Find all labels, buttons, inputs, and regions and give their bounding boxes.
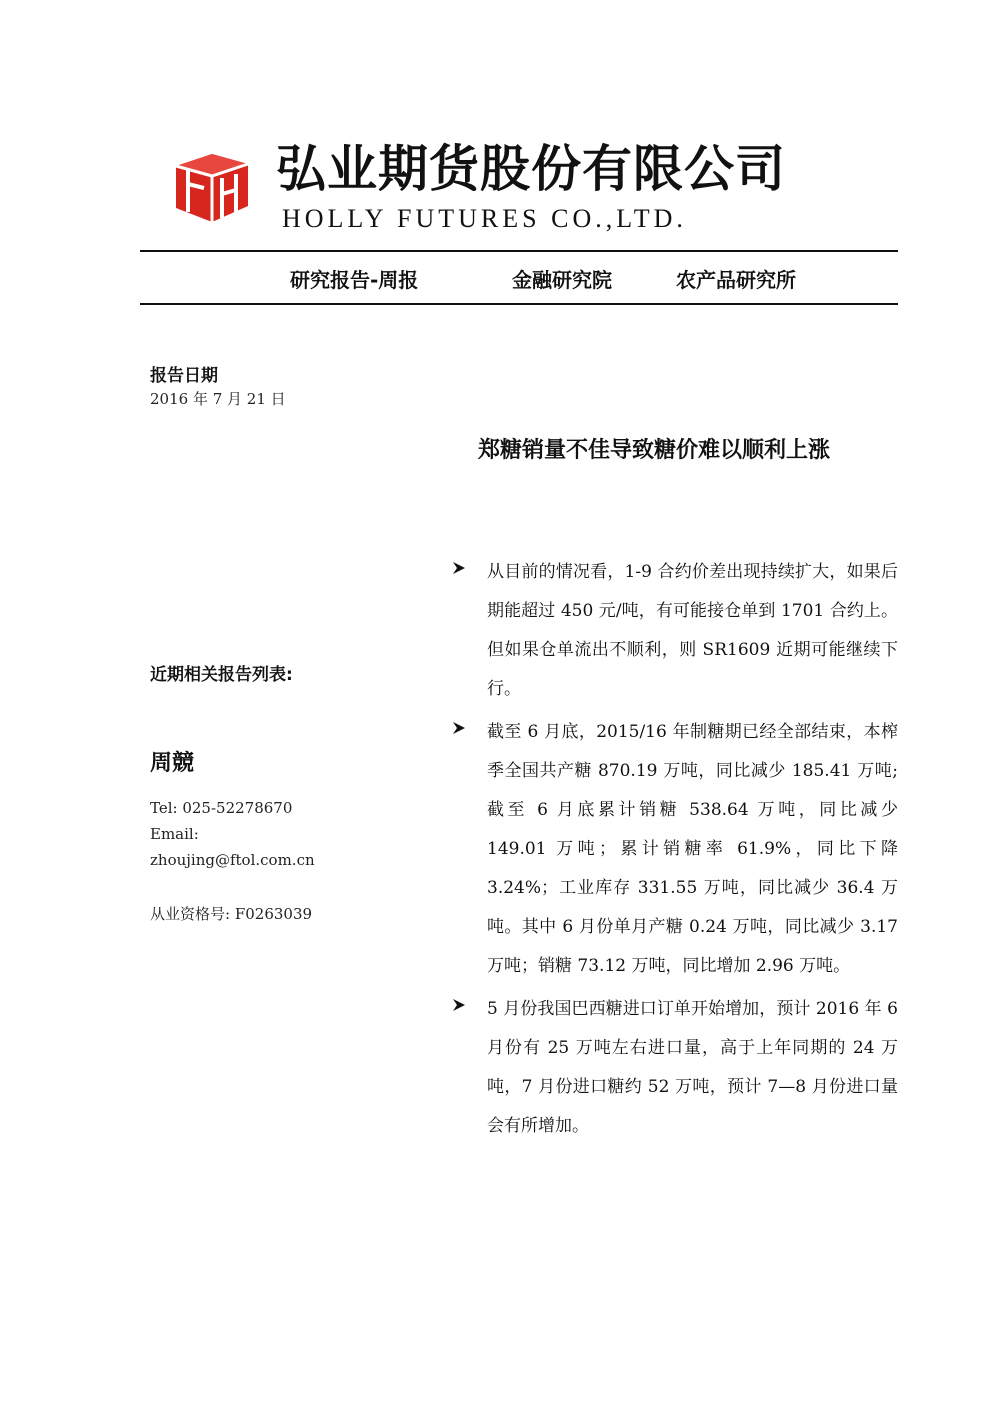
author-tel: Tel: 025-52278670	[150, 799, 293, 817]
list-item	[452, 713, 898, 986]
author-email-label: Email:	[150, 825, 199, 843]
institution-band	[140, 252, 898, 303]
institute-name: 金融研究院	[512, 268, 612, 292]
report-type: 研究报告-周报	[290, 268, 419, 292]
list-item	[452, 990, 898, 1146]
summary-bullets	[452, 553, 898, 1150]
report-date-value: 2016 年 7 月 21 日	[150, 390, 286, 408]
company-name-en: HOLLY FUTURES CO.,LTD.	[282, 204, 687, 233]
author-license: 从业资格号: F0263039	[150, 905, 313, 923]
bullet-text: 5 月份我国巴西糖进口订单开始增加，预计 2016 年 6 月份有 25 万吨左右进口量，高于上年同期的 24 万吨，7 月份进口糖约 52 万吨，预计 7—8 月份进口量会有所增加。	[487, 999, 898, 1136]
related-reports-label: 近期相关报告列表:	[150, 665, 293, 685]
author-email[interactable]: zhoujing@ftol.com.cn	[150, 851, 315, 869]
bullet-text: 截至 6 月底，2015/16 年制糖期已经全部结束，本榨季全国共产糖 870.19 万吨，同比减少 185.41 万吨;截至 6 月底累计销糖 538.64 万吨，同比减少 149.01 万吨；累计销糖率 61.9%，同比下降 3.24%；工业库存 331.55 万吨，同比减少 36.4 万吨。其中 6 月份单月产糖 0.24 万吨，同比减少 3.17 万吨；销糖 73.12 万吨，同比增加 2.96 万吨。	[487, 722, 898, 976]
arrowhead-bullet-icon	[452, 721, 466, 735]
report-date-label: 报告日期	[150, 366, 218, 386]
company-logo	[168, 139, 828, 233]
holly-cube-logo-icon	[168, 144, 250, 226]
arrowhead-bullet-icon	[452, 561, 466, 575]
department-name: 农产品研究所	[676, 268, 796, 292]
list-item	[452, 553, 898, 709]
author-name: 周競	[150, 751, 195, 776]
band-bottom-rule	[140, 303, 898, 305]
report-title: 郑糖销量不佳导致糖价难以顺利上涨	[478, 438, 831, 463]
company-name-cn: 弘业期货股份有限公司	[276, 139, 786, 198]
bullet-text: 从目前的情况看，1-9 合约价差出现持续扩大，如果后期能超过 450 元/吨，有可能接仓单到 1701 合约上。但如果仓单流出不顺利，则 SR1609 近期可能继续下行。	[487, 562, 898, 699]
arrowhead-bullet-icon	[452, 998, 466, 1012]
